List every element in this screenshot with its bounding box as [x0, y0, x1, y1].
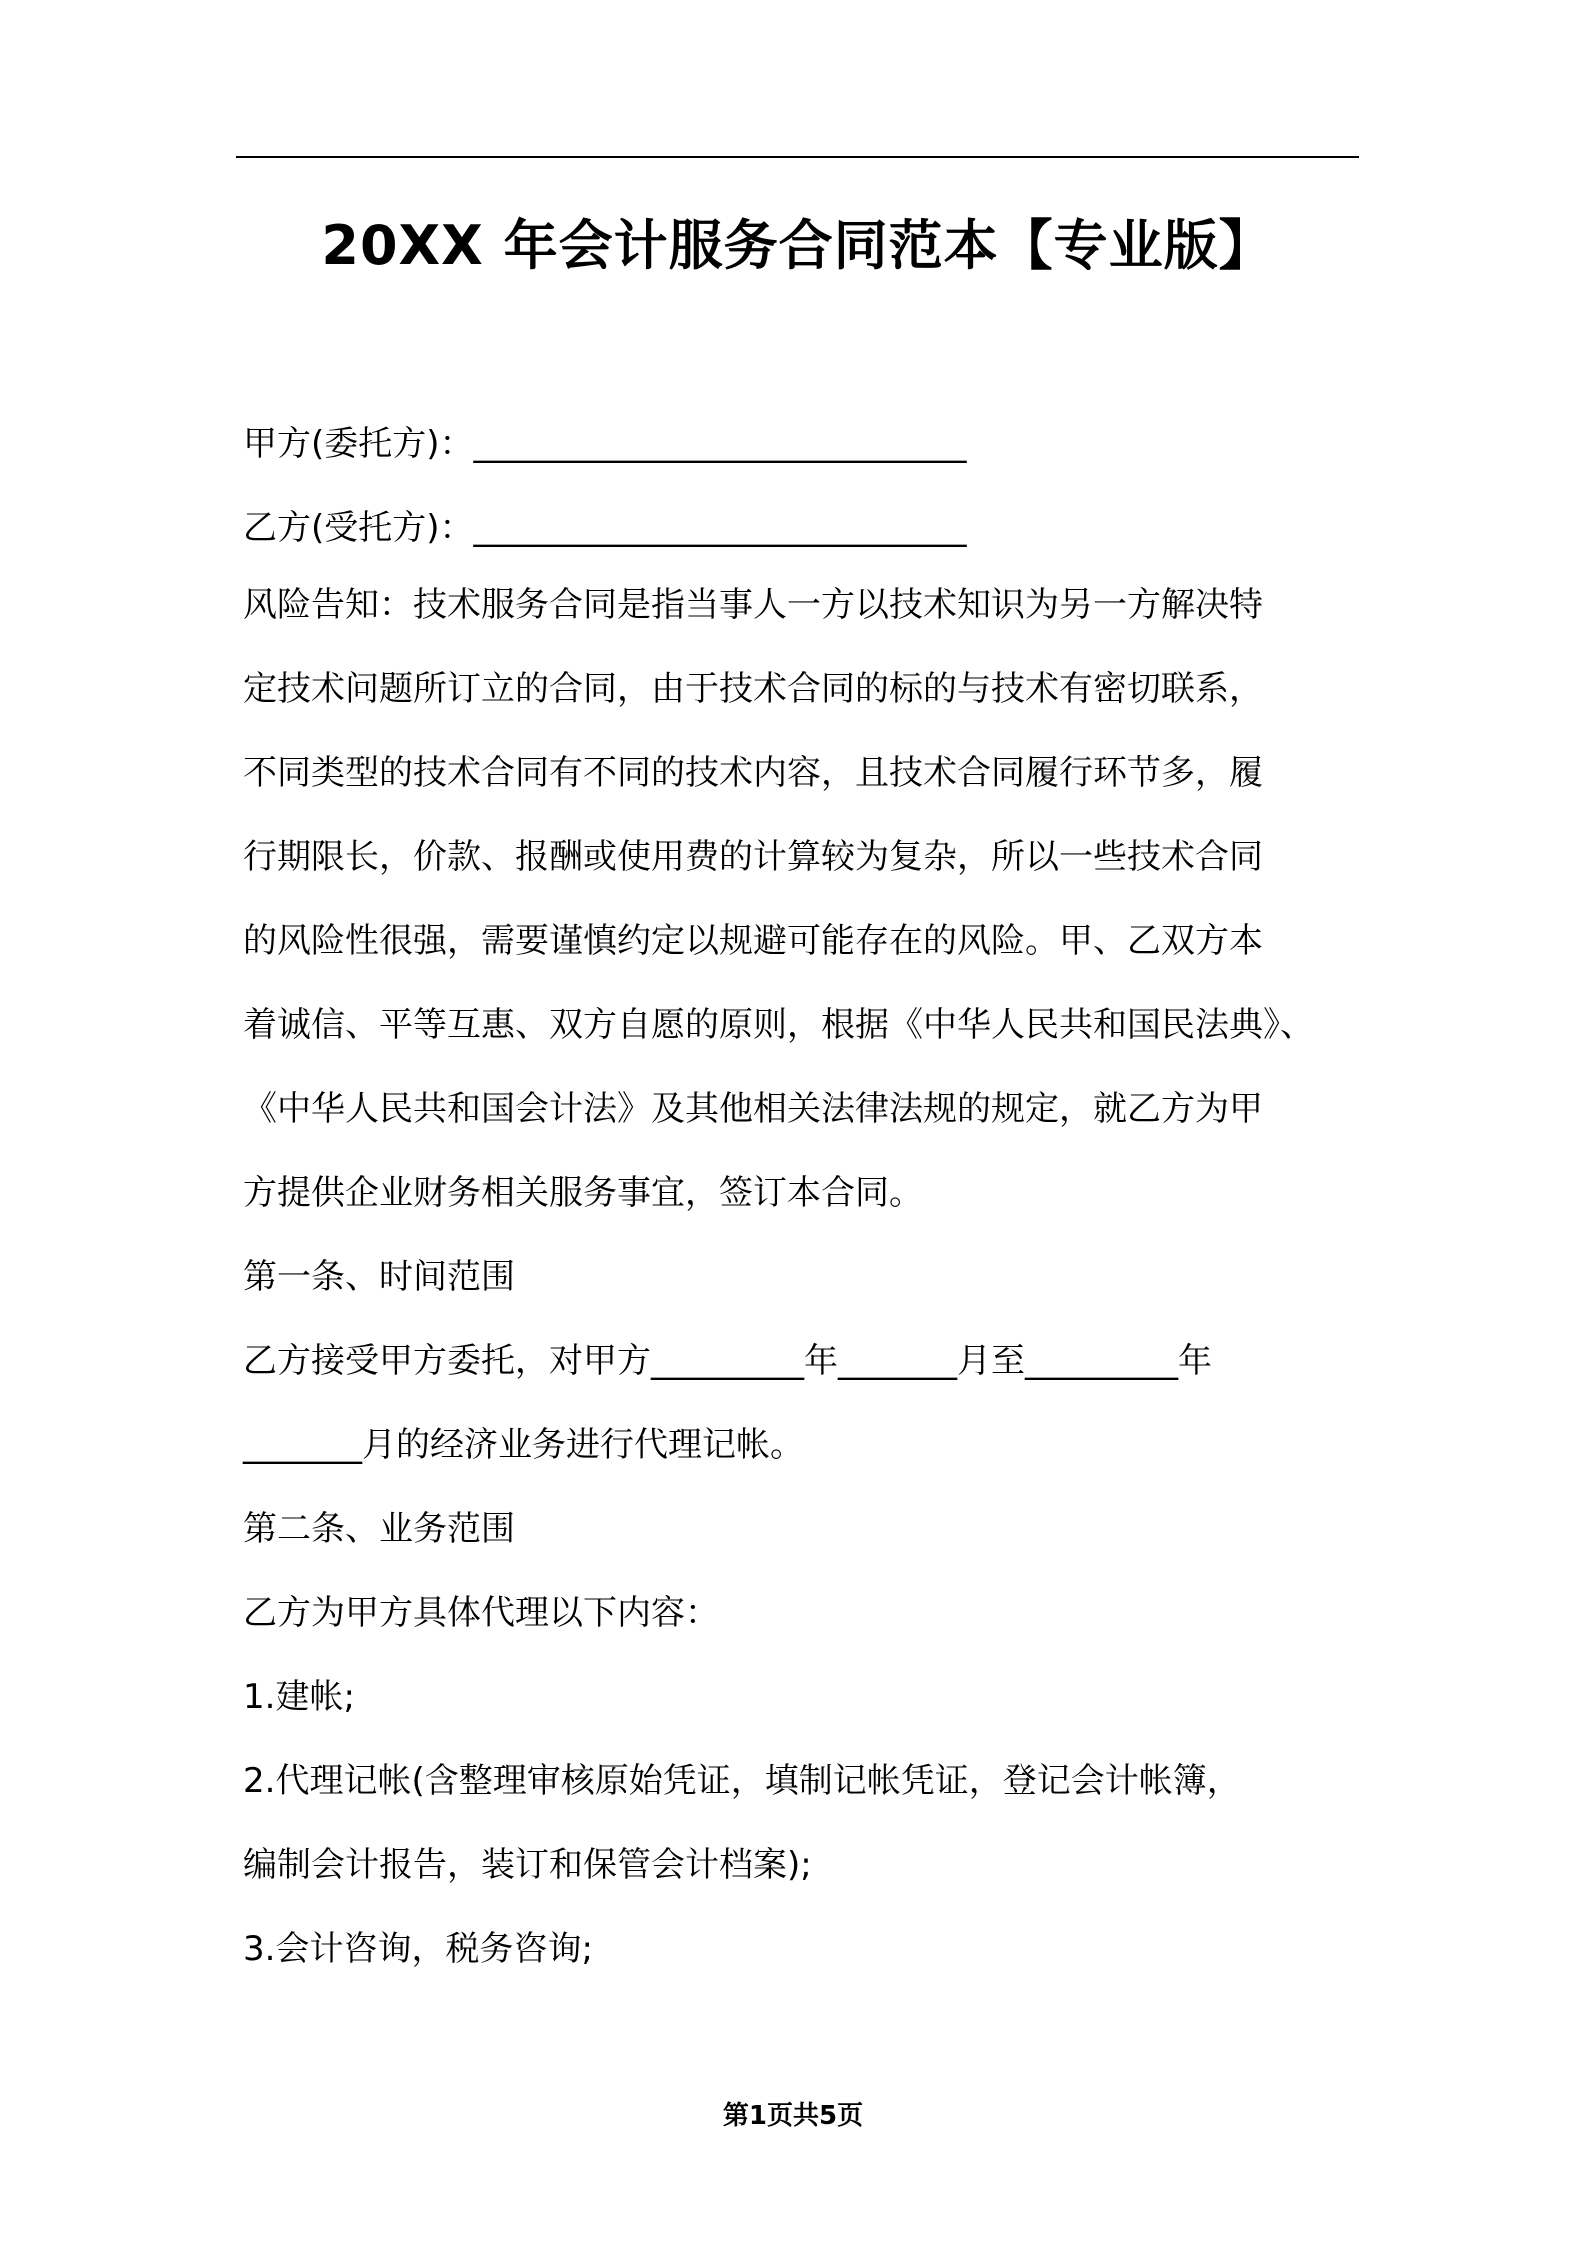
body-line: 风险告知：技术服务合同是指当事人一方以技术知识为另一方解决特: [243, 585, 1263, 625]
list-item: 3.会计咨询，税务咨询;: [243, 1929, 593, 1969]
body-line: 《中华人民共和国会计法》及其他相关法律法规的规定，就乙方为甲: [243, 1089, 1263, 1129]
body-line: 着诚信、平等互惠、双方自愿的原则，根据《中华人民共和国民法典》、: [243, 1005, 1314, 1045]
party-b-line: 乙方(受托方)：_____________________________: [243, 508, 967, 548]
body-line: 行期限长，价款、报酬或使用费的计算较为复杂，所以一些技术合同: [243, 837, 1263, 877]
body-line: 乙方接受甲方委托，对甲方_________年_______月至_________年: [243, 1341, 1212, 1381]
section-heading: 第二条、业务范围: [243, 1509, 515, 1549]
body-line: _______月的经济业务进行代理记帐。: [243, 1425, 804, 1465]
body-line: 乙方为甲方具体代理以下内容：: [243, 1593, 719, 1633]
body-line: 方提供企业财务相关服务事宜，签订本合同。: [243, 1173, 923, 1213]
list-item: 2.代理记帐(含整理审核原始凭证，填制记帐凭证，登记会计帐簿，: [243, 1761, 1241, 1801]
body-line: 不同类型的技术合同有不同的技术内容，且技术合同履行环节多，履: [243, 753, 1263, 793]
section-heading: 第一条、时间范围: [243, 1257, 515, 1297]
list-item: 1.建帐;: [243, 1677, 355, 1717]
header-rule: [236, 156, 1359, 158]
body-line: 的风险性很强，需要谨慎约定以规避可能存在的风险。甲、乙双方本: [243, 921, 1263, 961]
document-title: 20XX 年会计服务合同范本【专业版】: [321, 214, 1274, 277]
party-a-line: 甲方(委托方)：_____________________________: [243, 424, 967, 464]
list-item-continuation: 编制会计报告，装订和保管会计档案);: [243, 1845, 812, 1885]
body-line: 定技术问题所订立的合同，由于技术合同的标的与技术有密切联系，: [243, 669, 1263, 709]
page-number: 第1页共5页: [722, 2101, 864, 2131]
